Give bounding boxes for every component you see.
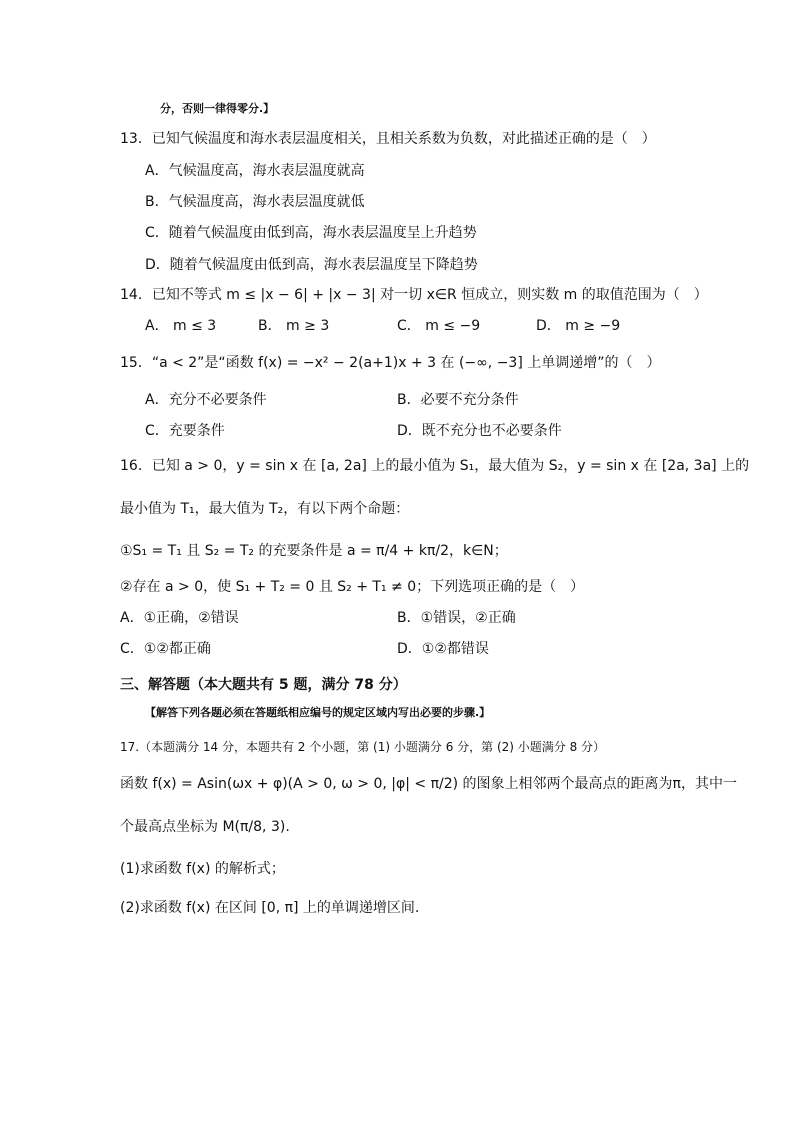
q14-stem: 14．已知不等式 m ≤ |x − 6| + |x − 3| 对一切 x∈R 恒成立，则实数 m 的取值范围为（ ） — [120, 287, 708, 303]
q17-part1: (1)求函数 f(x) 的解析式； — [120, 861, 285, 877]
q15-stem: 15．“a < 2”是“函数 f(x) = −x² − 2(a+1)x + 3 在 (−∞, −3] 上单调递增”的（ ） — [120, 355, 661, 371]
q14-option-d: D． m ≥ −9 — [536, 318, 621, 334]
q13-option-c: C．随着气候温度由低到高，海水表层温度呈上升趋势 — [145, 225, 477, 241]
q13-option-a: A．气候温度高，海水表层温度就高 — [145, 163, 365, 179]
q13-option-b: B．气候温度高，海水表层温度就低 — [145, 194, 365, 210]
q16-proposition-1: ①S₁ = T₁ 且 S₂ = T₂ 的充要条件是 a = π/4 + kπ/2，k∈N； — [120, 543, 508, 559]
q13-option-d: D．随着气候温度由低到高，海水表层温度呈下降趋势 — [145, 257, 478, 273]
q16-proposition-2: ②存在 a > 0，使 S₁ + T₂ = 0 且 S₂ + T₁ ≠ 0；下列选项正确的是（ ） — [120, 579, 585, 595]
q15-option-d: D．既不充分也不必要条件 — [397, 423, 562, 439]
q14-option-c: C． m ≤ −9 — [397, 318, 481, 334]
q15-option-a: A．充分不必要条件 — [145, 392, 267, 408]
q16-option-a: A．①正确，②错误 — [120, 610, 239, 626]
section-title: 三、解答题（本大题共有 5 题，满分 78 分） — [120, 677, 407, 693]
section-note: 【解答下列各题必须在答题纸相应编号的规定区域内写出必要的步骤.】 — [145, 706, 491, 719]
q17-line1: 函数 f(x) = Asin(ωx + φ)(A > 0, ω > 0, |φ| < π/2) 的图象上相邻两个最高点的距离为π，其中一 — [120, 776, 737, 792]
q16-option-c: C．①②都正确 — [120, 641, 211, 657]
q16-option-d: D．①②都错误 — [397, 641, 489, 657]
q17-header: 17.（本题满分 14 分，本题共有 2 个小题，第 (1) 小题满分 6 分，第 (2) 小题满分 8 分） — [120, 740, 606, 754]
q16-stem-line1: 16．已知 a > 0，y = sin x 在 [a, 2a] 上的最小值为 S₁，最大值为 S₂，y = sin x 在 [2a, 3a] 上的 — [120, 458, 750, 474]
q17-line2: 个最高点坐标为 M(π/8, 3). — [120, 819, 290, 835]
q17-part2: (2)求函数 f(x) 在区间 [0, π] 上的单调递增区间. — [120, 900, 420, 916]
q14-option-a: A． m ≤ 3 — [145, 318, 217, 334]
top-note: 分，否则一律得零分.】 — [160, 102, 275, 115]
q16-option-b: B．①错误，②正确 — [397, 610, 516, 626]
q16-stem-line2: 最小值为 T₁，最大值为 T₂，有以下两个命题： — [120, 501, 410, 517]
q13-stem: 13．已知气候温度和海水表层温度相关，且相关系数为负数，对此描述正确的是（ ） — [120, 131, 656, 147]
q14-option-b: B． m ≥ 3 — [258, 318, 330, 334]
q15-option-b: B．必要不充分条件 — [397, 392, 519, 408]
q15-option-c: C．充要条件 — [145, 423, 225, 439]
